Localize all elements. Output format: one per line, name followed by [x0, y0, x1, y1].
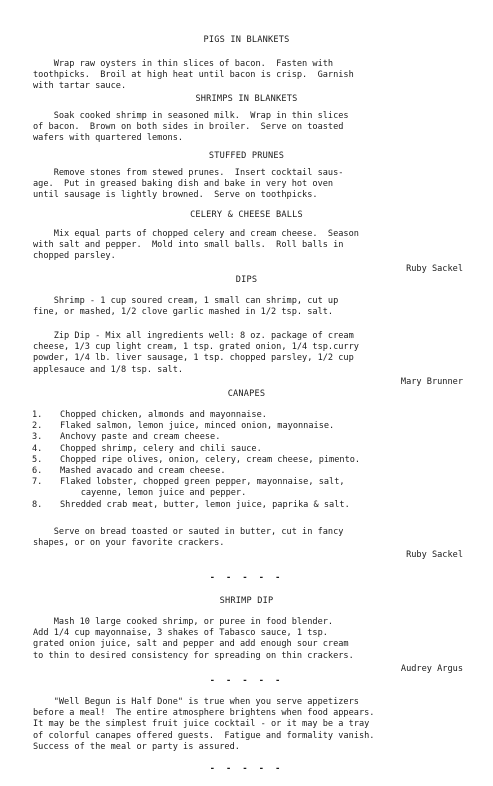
pigs-body: Wrap raw oysters in thin slices of bacon. Fasten with toothpicks. Broil at high heat until bacon is crisp. Garnish with tartar sauce.	[33, 59, 354, 92]
list-item: 6. Mashed avacado and cream cheese.	[32, 466, 226, 477]
divider: - - - - -	[209, 676, 284, 686]
canapes-serve: Serve on bread toasted or sauted in butter, cut in fancy shapes, or on your favorite crackers.	[33, 527, 344, 549]
prunes-title: STUFFED PRUNES	[208, 151, 285, 161]
list-item: 5. Chopped ripe olives, onion, celery, cream cheese, pimento.	[32, 454, 361, 465]
list-item: 4. Chopped shrimp, celery and chili sauce.	[32, 443, 262, 454]
list-item: 8. Shredded crab meat, butter, lemon juice, paprika & salt.	[32, 499, 350, 510]
pigs-title: PIGS IN BLANKETS	[203, 35, 290, 45]
list-item: 1. Chopped chicken, almonds and mayonnaise.	[32, 410, 267, 420]
canapes-list	[32, 410, 360, 511]
closing-body: "Well Begun is Half Done" is true when you serve appetizers before a meal! The entire atmosphere brightens when food appears. It may be the simplest fruit juice cocktail - or it may be a tray of colorful canapes offered guests. Fatigue and formality vanish. Success of the meal or party is assured.	[33, 697, 375, 752]
dips-title: DIPS	[235, 275, 258, 285]
canapes-author: Ruby Sackel	[406, 550, 463, 560]
list-item: 2. Flaked salmon, lemon juice, minced onion, mayonnaise.	[32, 421, 335, 432]
shrimps-body: Soak cooked shrimp in seasoned milk. Wrap in thin slices of bacon. Brown on both sides in broiler. Serve on toasted wafers with quartered lemons.	[33, 111, 349, 144]
shrimp-dip-body: Mash 10 large cooked shrimp, or puree in food blender. Add 1/4 cup mayonnaise, 3 shakes of Tabasco sauce, 1 tsp. grated onion juice, salt and pepper and add enough sour cream to thin to desired consistency for spreading on thin crackers.	[33, 617, 354, 661]
list-item: 3. Anchovy paste and cream cheese.	[32, 432, 221, 443]
shrimps-title: SHRIMPS IN BLANKETS	[195, 94, 298, 104]
celery-title: CELERY & CHEESE BALLS	[190, 210, 303, 220]
celery-author: Ruby Sackel	[406, 264, 463, 274]
dips-zip: Zip Dip - Mix all ingredients well: 8 oz. package of cream cheese, 1/3 cup light cream, 1 tsp. grated onion, 1/4 tsp.curry powder, 1/4 lb. liver sausage, 1 tsp. chopped parsley, 1/2 cup applesauce and 1/8 tsp. salt.	[33, 331, 359, 375]
dips-shrimp: Shrimp - 1 cup soured cream, 1 small can shrimp, cut up fine, or mashed, 1/2 clove garlic mashed in 1/2 tsp. salt.	[33, 296, 339, 318]
dips-author: Mary Brunner	[400, 377, 463, 387]
divider: - - - - -	[209, 573, 284, 583]
shrimp-dip-author: Audrey Argus	[400, 664, 463, 674]
celery-body: Mix equal parts of chopped celery and cream cheese. Season with salt and pepper. Mold into small balls. Roll balls in chopped parsley.	[33, 229, 359, 262]
list-item: 7. Flaked lobster, chopped green pepper, mayonnaise, salt, cayenne, lemon juice and pepper.	[32, 477, 345, 499]
divider: - - - - -	[209, 764, 284, 774]
shrimp-dip-title: SHRIMP DIP	[219, 596, 274, 606]
canapes-title: CANAPES	[227, 389, 266, 399]
prunes-body: Remove stones from stewed prunes. Insert cocktail saus- age. Put in greased baking dish and bake in very hot oven until sausage is lightly browned. Serve on toothpicks.	[33, 168, 344, 201]
